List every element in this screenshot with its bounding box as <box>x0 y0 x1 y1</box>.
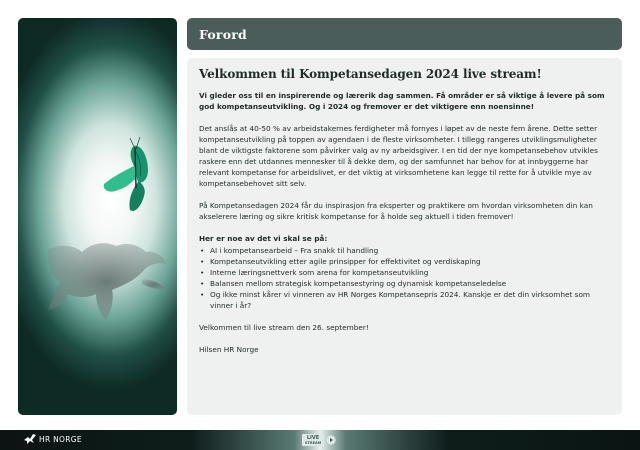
list-item <box>199 278 611 289</box>
bullet-icon: • <box>200 246 205 255</box>
play-icon <box>326 435 336 445</box>
list-item <box>199 245 611 256</box>
content-panel <box>187 58 622 415</box>
list-item <box>199 267 611 278</box>
closing-text: Velkommen til live stream den 26. september! <box>199 323 369 332</box>
live-label-box <box>302 434 324 446</box>
list-item-text: AI i kompetansearbeid – Fra snakk til handling <box>210 246 379 255</box>
live-stream-badge[interactable] <box>302 433 340 447</box>
hero-image-panel <box>18 18 177 415</box>
list-item-text: Interne læringsnettverk som arena for kompetanseutvikling <box>210 268 429 277</box>
topics-heading: Her er noe av det vi skal se på: <box>199 234 328 243</box>
logo-text: HR NORGE <box>39 434 82 444</box>
intro-paragraph: Det anslås at 40-50 % av arbeidstakernes ferdigheter må fornyes i løpet av de neste fem årene. Dette setter kompetanseutvikling på toppen av agendaen i de fleste virksomheter. I tillegg rangeres utviklingsmuligheter blant de viktigste faktorene som påvirker valg av ny arbeidsgiver. I en tid der nye kompetansebehov utvikles raskere enn det utdannes mennesker til å dekke dem, og der samfunnet har behov for at innbyggerne har relevant kompetanse for arbeidslivet, er det viktig at virksomhetene kan legge til rette for å utvikle mye av kompetansebehovet sitt selv. <box>199 124 598 188</box>
bullet-icon: • <box>200 279 205 288</box>
bullet-icon: • <box>200 268 205 277</box>
hr-norge-bird-logo-icon <box>24 434 36 444</box>
list-item <box>199 256 611 267</box>
butterfly-and-bird-illustration <box>18 18 177 415</box>
inspiration-paragraph: På Kompetansedagen 2024 får du inspirasjon fra eksperter og praktikere om hvordan virksomheten din kan akselerere læring og sikre kritisk kompetanse for å holde seg aktuell i tiden fremover! <box>199 201 593 221</box>
bullet-icon: • <box>200 257 205 266</box>
bullet-icon: • <box>200 290 205 299</box>
section-header <box>187 18 622 50</box>
lead-paragraph: Vi gleder oss til en inspirerende og lærerik dag sammen. Få områder er så viktige å levere på som god kompetanseutvikling. Og i 2024 og fremover er det viktigere enn noensinne! <box>199 91 605 111</box>
page-title: Forord <box>199 26 247 42</box>
signature: Hilsen HR Norge <box>199 345 259 354</box>
list-item-text: Kompetanseutvikling etter agile prinsipper for effektivitet og verdiskaping <box>210 257 481 266</box>
list-item-text: Balansen mellom strategisk kompetansestyring og dynamisk kompetanseledelse <box>210 279 507 288</box>
bird-shadow-icon <box>48 243 166 320</box>
list-item-text: Og ikke minst kårer vi vinneren av HR Norges Kompetansepris 2024. Kanskje er det din virksomhet som vinner i år? <box>210 290 591 310</box>
live-sublabel: STREAM <box>305 441 322 445</box>
topics-list <box>199 245 611 311</box>
list-item <box>199 289 611 311</box>
live-label: LIVE <box>306 435 320 441</box>
main-heading: Velkommen til Kompetansedagen 2024 live stream! <box>199 67 542 81</box>
butterfly-icon <box>104 137 148 211</box>
footer-bar <box>0 430 640 450</box>
hr-norge-logo[interactable] <box>24 434 82 444</box>
